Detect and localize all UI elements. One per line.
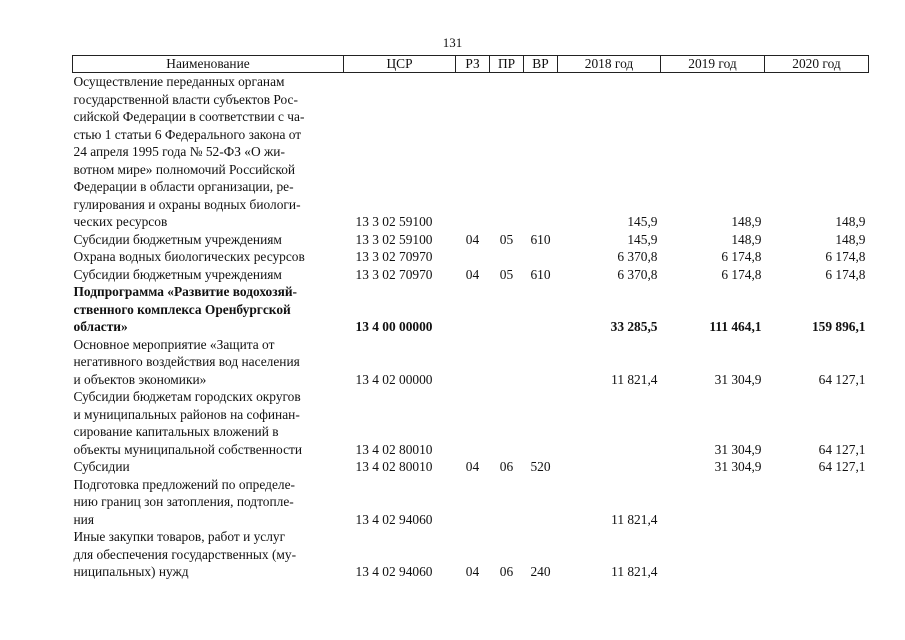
row-amount-2018: 6 370,8 [617,249,658,264]
table-row [73,248,869,266]
row-amount-2020: 6 174,8 [825,266,866,282]
row-name-line: объекты муниципальной собственности [73,441,303,457]
row-vr-code [524,73,558,231]
row-name [73,266,344,284]
row-vr-code [524,476,558,529]
row-amount-2019: 31 304,9 [714,459,762,474]
row-name-line: Подготовка предложений по определе- [73,476,295,492]
row-csr-code: 13 3 02 59100 [355,214,433,229]
table-row [73,458,869,476]
row-amount-2019: 31 304,9 [714,441,762,457]
table-row [73,231,869,249]
row-name [73,283,344,336]
row-name [73,458,344,476]
row-pr-code [490,283,524,336]
row-name [73,388,344,458]
row-pr-code [490,248,524,266]
row-amount-2020 [765,528,869,581]
row-amount-2018: 33 285,5 [610,319,658,334]
row-name-line: Федерации в области организации, ре- [73,179,294,194]
row-rz-code [456,336,490,389]
row-amount-2018 [558,388,661,458]
row-amount-2019 [661,528,765,581]
table-row [73,73,869,231]
row-name-line: области» [73,319,128,334]
row-amount-2020 [765,476,869,529]
row-name-line: гулирования и охраны водных биологи- [73,196,301,212]
row-name-line: Субсидии [73,459,130,474]
row-amount-2020: 64 127,1 [818,459,866,474]
row-name-line: вотном мире» полномочий Российской [73,161,296,177]
row-amount-2020: 148,9 [835,214,866,229]
row-csr-code: 13 4 02 94060 [355,511,433,527]
row-rz-code: 04 [465,564,480,579]
page-number: 131 [442,35,463,50]
row-amount-2018: 11 821,4 [611,371,658,387]
table-row [73,476,869,529]
table-body [73,73,869,581]
row-pr-code: 06 [499,564,514,579]
row-name [73,476,344,529]
row-vr-code: 240 [530,564,551,579]
row-name [73,336,344,389]
row-csr-code: 13 4 02 80010 [355,459,433,474]
row-amount-2019: 31 304,9 [714,371,762,387]
row-name-line: и муниципальных районов на софинан- [73,406,300,422]
row-csr-code: 13 4 00 00000 [355,319,433,334]
row-rz-code [456,248,490,266]
header-year-2020: 2020 год [765,56,869,73]
row-amount-2019: 148,9 [731,231,762,247]
row-rz-code: 04 [465,266,480,282]
row-name-line: государственной власти субъектов Рос- [73,91,298,107]
header-name: Наименование [73,56,344,73]
row-name [73,528,344,581]
row-name-line: Субсидии бюджетным учреждениям [73,266,282,282]
row-name-line: негативного воздействия вод населения [73,354,300,369]
row-name-line: стью 1 статьи 6 Федерального закона от [73,126,302,142]
row-vr-code [524,336,558,389]
row-name-line: ниципальных) нужд [73,564,189,579]
row-vr-code: 610 [530,266,551,282]
row-amount-2018: 145,9 [627,214,658,229]
header-csr: ЦСР [344,56,456,73]
row-rz-code [456,283,490,336]
row-name-line: Субсидии бюджетным учреждениям [73,231,282,247]
row-amount-2019: 6 174,8 [721,266,762,282]
table-header [73,56,869,73]
row-name [73,73,344,231]
table-row [73,528,869,581]
table-row [73,266,869,284]
header-year-2019: 2019 год [661,56,765,73]
row-name [73,231,344,249]
row-name-line: сийской Федерации в соответствии с ча- [73,109,305,124]
row-name-line: нию границ зон затопления, подтопле- [73,494,294,509]
header-row [73,56,869,73]
row-pr-code: 05 [499,266,514,282]
row-name-line: Субсидии бюджетам городских округов [73,389,301,404]
row-pr-code: 06 [499,459,514,474]
row-amount-2018: 11 821,4 [611,564,658,579]
row-pr-code [490,388,524,458]
row-rz-code: 04 [465,231,480,247]
row-csr-code: 13 4 02 94060 [355,564,433,579]
row-amount-2019 [661,476,765,529]
header-rz: РЗ [456,56,490,73]
row-amount-2019: 148,9 [731,214,762,229]
row-amount-2020: 64 127,1 [818,371,866,387]
row-pr-code [490,476,524,529]
row-vr-code [524,388,558,458]
row-name-line: ческих ресурсов [73,214,168,229]
row-csr-code: 13 4 02 80010 [355,441,433,457]
row-name-line: для обеспечения государственных (му- [73,546,297,562]
row-rz-code [456,476,490,529]
row-pr-code [490,73,524,231]
table-row [73,388,869,458]
row-vr-code [524,248,558,266]
row-amount-2018: 6 370,8 [617,266,658,282]
row-name [73,248,344,266]
row-rz-code [456,73,490,231]
header-year-2018: 2018 год [558,56,661,73]
row-csr-code: 13 4 02 00000 [355,371,433,387]
row-name-line: Иные закупки товаров, работ и услуг [73,529,286,544]
row-name-line: Осуществление переданных органам [73,74,285,89]
row-name-line: Подпрограмма «Развитие водохозяй- [73,284,298,299]
row-amount-2020: 64 127,1 [818,441,866,457]
budget-table [72,55,869,581]
row-amount-2020: 159 896,1 [811,319,866,334]
row-name-line: ственного комплекса Оренбургской [73,301,291,317]
row-csr-code: 13 3 02 70970 [355,249,433,264]
header-vr: ВР [524,56,558,73]
row-name-line: и объектов экономики» [73,371,207,387]
table-row [73,336,869,389]
header-pr: ПР [490,56,524,73]
row-vr-code [524,283,558,336]
row-csr-code: 13 3 02 59100 [355,231,433,247]
row-amount-2019: 111 464,1 [709,319,762,334]
row-pr-code: 05 [499,231,514,247]
table-row [73,283,869,336]
row-amount-2020: 6 174,8 [825,249,866,264]
row-name-line: сирование капитальных вложений в [73,424,279,439]
row-amount-2020: 148,9 [835,231,866,247]
row-vr-code: 610 [530,231,551,247]
row-pr-code [490,336,524,389]
row-name-line: Основное мероприятие «Защита от [73,336,275,352]
row-rz-code [456,388,490,458]
row-name-line: ния [73,511,94,527]
row-name-line: 24 апреля 1995 года № 52-ФЗ «О жи- [73,144,285,159]
row-csr-code: 13 3 02 70970 [355,266,433,282]
row-vr-code: 520 [530,459,551,474]
row-name-line: Охрана водных биологических ресурсов [73,249,305,264]
row-amount-2019: 6 174,8 [721,249,762,264]
row-rz-code: 04 [465,459,480,474]
row-amount-2018: 145,9 [627,231,658,247]
row-amount-2018: 11 821,4 [611,511,658,527]
row-amount-2018 [558,458,661,476]
